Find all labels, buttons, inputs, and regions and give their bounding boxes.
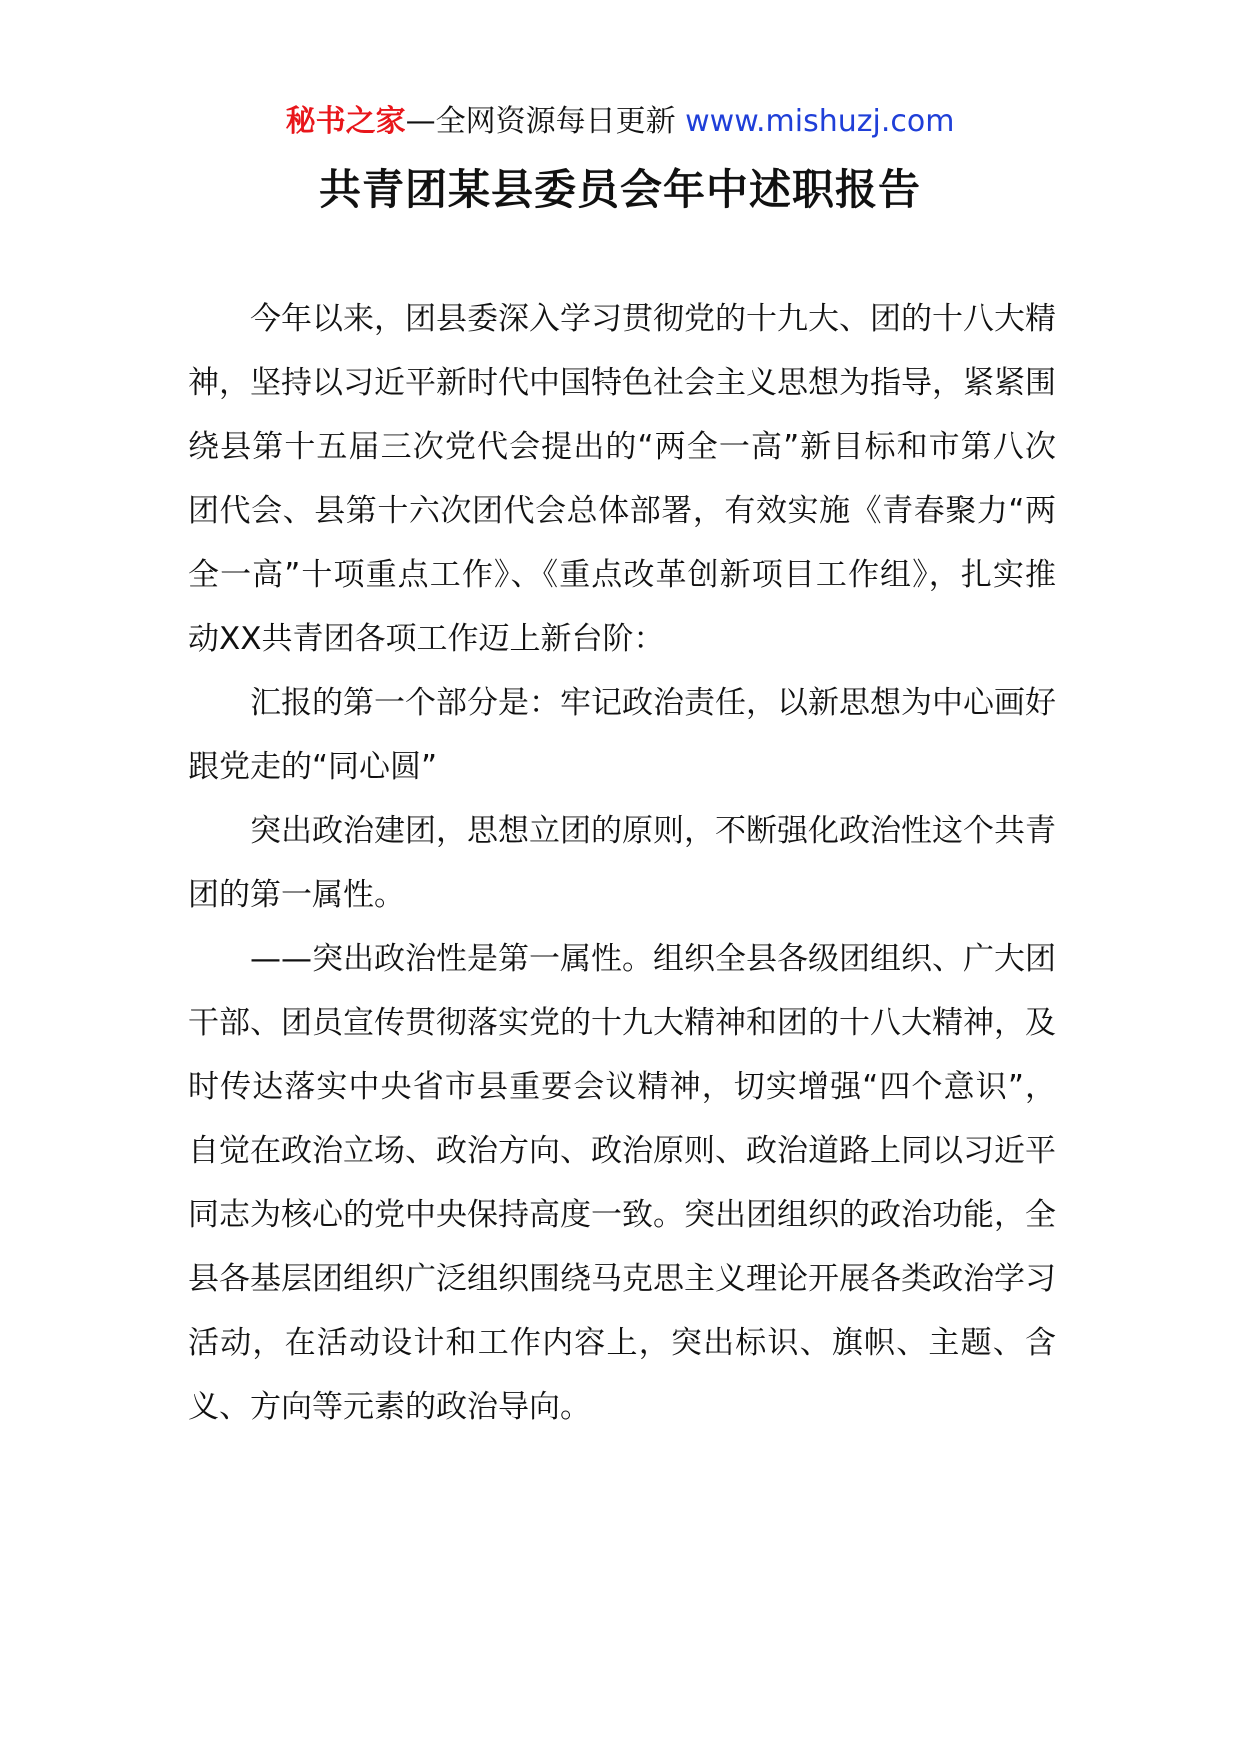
site-url-link[interactable]: www.mishuzj.com — [685, 104, 955, 139]
paragraph-intro: 今年以来，团县委深入学习贯彻党的十九大、团的十八大精神，坚持以习近平新时代中国特色社会主义思想为指导，紧紧围绕县第十五届三次党代会提出的“两全一高”新目标和市第八次团代会、县第十六次团代会总体部署，有效实施《青春聚力“两全一高”十项重点工作》、《重点改革创新项目工作组》，扎实推动XX共青团各项工作迈上新台阶： — [188, 301, 1056, 657]
paragraph-principle: 突出政治建团，思想立团的原则，不断强化政治性这个共青团的第一属性。 — [188, 813, 1056, 913]
paragraph-political-nature: ——突出政治性是第一属性。组织全县各级团组织、广大团干部、团员宣传贯彻落实党的十九大精神和团的十八大精神，及时传达落实中央省市县重要会议精神，切实增强“四个意识”，自觉在政治立场、政治方向、政治原则、政治道路上同以习近平同志为核心的党中央保持高度一致。突出团组织的政治功能，全县各基层团组织广泛组织围绕马克思主义理论开展各类政治学习活动，在活动设计和工作内容上，突出标识、旗帜、主题、含义、方向等元素的政治导向。 — [188, 941, 1056, 1425]
paragraph-section-heading: 汇报的第一个部分是：牢记政治责任，以新思想为中心画好跟党走的“同心圆” — [188, 685, 1056, 785]
document-title: 共青团某县委员会年中述职报告 — [318, 165, 921, 214]
site-header — [0, 100, 1240, 144]
brand-name: 秘书之家 — [285, 104, 406, 139]
site-tagline: —全网资源每日更新 — [405, 104, 676, 139]
document-body — [188, 287, 1056, 1439]
